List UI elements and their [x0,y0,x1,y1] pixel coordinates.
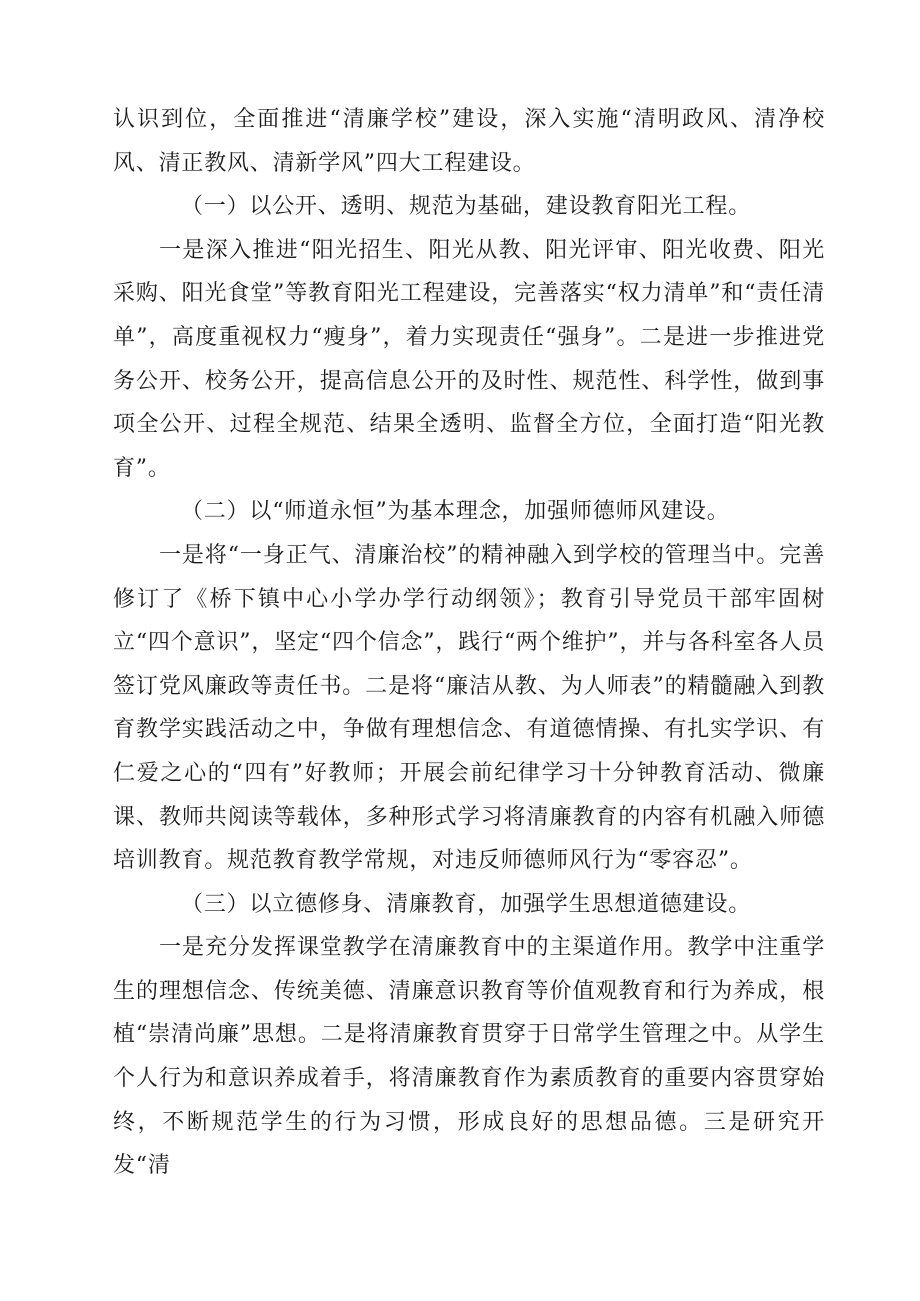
section-heading-2: （二）以“师道永恒”为基本理念，加强师德师风建设。 [181,499,730,525]
paragraph-section-1: 一是深入推进“阳光招生、阳光从教、阳光评审、阳光收费、阳光采购、阳光食堂”等教育阳光工程建设，完善落实“权力清单”和“责任清单”，高度重视权力“瘦身”，着力实现责任“强身”。二是进一步推进党务公开、校务公开，提高信息公开的及时性、规范性、科学性，做到事项全公开、过程全规范、结果全透明、监督全方位，全面打造“阳光教育”。 [113,237,825,481]
paragraph-section-3: 一是充分发挥课堂教学在清廉教育中的主渠道作用。教学中注重学生的理想信念、传统美德、清廉意识教育等价值观教育和行为养成，根植“崇清尚廉”思想。二是将清廉教育贯穿于日常学生管理之中。从学生个人行为和意识养成着手，将清廉教育作为素质教育的重要内容贯穿始终，不断规范学生的行为习惯，形成良好的思想品德。三是研究开发“清 [113,935,825,1179]
document-page [113,98,825,1188]
paragraph-intro: 认识到位，全面推进“清廉学校”建设，深入实施“清明政风、清净校风、清正教风、清新学风”四大工程建设。 [113,107,825,176]
section-heading-1: （一）以公开、透明、规范为基础，建设教育阳光工程。 [181,194,752,220]
paragraph-section-2: 一是将“一身正气、清廉治校”的精神融入到学校的管理当中。完善修订了《桥下镇中心小学办学行动纲领》；教育引导党员干部牢固树立“四个意识”，坚定“四个信念”，践行“两个维护”，并与各科室各人员签订党风廉政等责任书。二是将“廉洁从教、为人师表”的精髓融入到教育教学实践活动之中，争做有理想信念、有道德情操、有扎实学识、有仁爱之心的“四有”好教师；开展会前纪律学习十分钟教育活动、微廉课、教师共阅读等载体，多种形式学习将清廉教育的内容有机融入师德培训教育。规范教育教学常规，对违反师德师风行为“零容忍”。 [113,542,825,874]
section-heading-3: （三）以立德修身、清廉教育，加强学生思想道德建设。 [181,891,752,917]
